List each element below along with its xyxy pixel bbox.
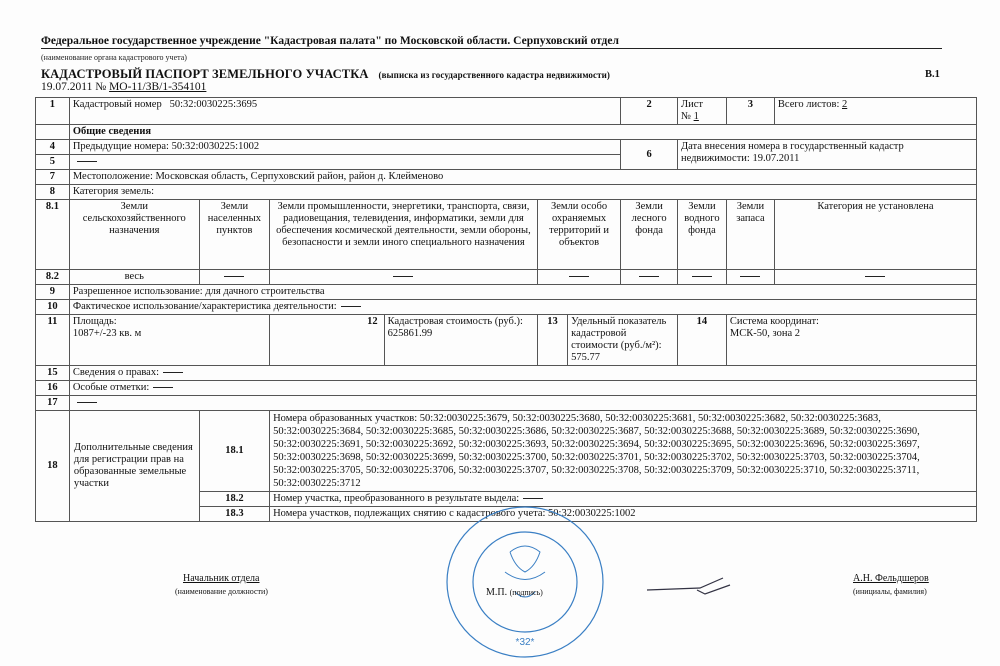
row-17-value	[69, 396, 976, 411]
empty-dash	[77, 402, 97, 403]
document-date: 19.07.2011	[41, 81, 93, 93]
land-category-label: Категория земель:	[69, 185, 976, 200]
row-num: 2	[621, 98, 678, 125]
sheet-value: 1	[693, 111, 699, 122]
empty-dash	[224, 276, 244, 277]
form-code: В.1	[925, 69, 940, 80]
rights-label: Сведения о правах:	[72, 367, 159, 378]
empty-dash	[393, 276, 413, 277]
number-sign: №	[95, 81, 107, 93]
actual-use-label: Фактическое использование/характеристика деятельности:	[72, 301, 337, 312]
row-num: 13	[537, 315, 567, 366]
area-value: 1087+/-23 кв. м	[72, 328, 142, 339]
category-reserve: Земли запаса	[726, 200, 774, 270]
signatory-name-caption: (инициалы, фамилия)	[853, 587, 927, 596]
handwritten-signature	[645, 570, 745, 600]
cadastral-number-value: 50:32:0030225:3695	[169, 99, 258, 110]
signatory-position: Начальник отдела	[183, 573, 260, 584]
registration-date: Дата внесения номера в государственный кадастр недвижимости: 19.07.2011	[677, 140, 976, 170]
cadastral-value-label: Кадастровая стоимость (руб.):	[387, 316, 523, 327]
category-settlements: Земли населенных пунктов	[199, 200, 269, 270]
category-not-set: Категория не установлена	[774, 200, 976, 270]
coordinate-system-value: МСК-50, зона 2	[729, 328, 800, 339]
row-1	[36, 98, 977, 125]
empty-dash	[639, 276, 659, 277]
organization-name: Федеральное государственное учреждение "Кадастровая палата" по Московской области. Серпуховский отдел	[41, 35, 942, 49]
empty-dash	[692, 276, 712, 277]
passport-table	[35, 97, 977, 522]
row-num: 5	[36, 155, 70, 170]
total-sheets-label: Всего листов:	[777, 99, 840, 110]
row-num: 17	[36, 396, 70, 411]
category-protected: Земли особо охраняемых территорий и объектов	[537, 200, 620, 270]
title-subtitle: (выписка из государственного кадастра недвижимости)	[378, 70, 611, 80]
total-sheets-cell	[774, 98, 976, 125]
area-label: Площадь:	[72, 316, 117, 327]
value-forest	[621, 270, 678, 285]
seal-label: М.П.	[486, 587, 508, 598]
value-settlements	[199, 270, 269, 285]
row-8	[36, 185, 977, 200]
value-not-set	[774, 270, 976, 285]
row-num: 18.3	[199, 507, 269, 522]
row-4	[36, 140, 977, 155]
row-16	[36, 381, 977, 396]
value-protected	[537, 270, 620, 285]
sheet-label: Лист №	[680, 99, 703, 122]
row-num: 6	[621, 140, 678, 170]
row-9	[36, 285, 977, 300]
cadastral-value: 625861.99	[387, 328, 433, 339]
category-water: Земли водного фонда	[677, 200, 726, 270]
row-num: 4	[36, 140, 70, 155]
coordinate-system-cell	[726, 315, 976, 366]
organization-caption: (наименование органа кадастрового учета)	[41, 53, 187, 62]
row-15	[36, 366, 977, 381]
empty-dash	[77, 161, 97, 162]
empty-dash	[341, 306, 361, 307]
unit-value: 575.77	[571, 352, 600, 363]
row-num: 1	[36, 98, 70, 125]
empty-dash	[523, 498, 543, 499]
unit-value-cell	[568, 315, 678, 366]
row-num: 8.2	[36, 270, 70, 285]
sheet-number-cell	[677, 98, 726, 125]
row-general	[36, 125, 977, 140]
empty-dash	[865, 276, 885, 277]
row-num: 16	[36, 381, 70, 396]
location: Местоположение: Московская область, Серпуховский район, район д. Клейменово	[69, 170, 976, 185]
seal-caption: (подпись)	[509, 588, 543, 597]
official-stamp	[440, 502, 610, 662]
row-num: 8	[36, 185, 70, 200]
document-title	[41, 67, 610, 82]
empty-dash	[163, 372, 183, 373]
stamp-number: *32*	[515, 637, 535, 648]
permitted-use: Разрешенное использование: для дачного строительства	[69, 285, 976, 300]
cadastral-value-cell	[384, 315, 537, 366]
row-num: 10	[36, 300, 70, 315]
cadastral-number-cell	[69, 98, 620, 125]
row-17	[36, 396, 977, 411]
special-notes-label: Особые отметки:	[72, 382, 150, 393]
unit-value-label: Удельный показатель кадастровой стоимости (руб./м²):	[571, 316, 667, 351]
actual-use	[69, 300, 976, 315]
stamp-outer-ring	[447, 507, 603, 657]
transformed-parcel	[270, 492, 977, 507]
signatory-position-caption: (наименование должности)	[175, 587, 268, 596]
formed-parcels: Номера образованных участков: 50:32:0030225:3679, 50:32:0030225:3680, 50:32:0030225:3681, 50:32:0030225:3682, 50:32:0030225:3683, 50:32:0030225:3684, 50:32:0030225:3685, 50:32:0030225:3686, 50:32:0030225:3687, 50:32:0030225:3688, 50:32:0030225:3689, 50:32:0030225:3690, 50:32:0030225:3691, 50:32:0030225:3692, 50:32:0030225:3693, 50:32:0030225:3694, 50:32:0030225:3695, 50:32:0030225:3696, 50:32:0030225:3697, 50:32:0030225:3698, 50:32:0030225:3699, 50:32:0030225:3700, 50:32:0030225:3701, 50:32:0030225:3702, 50:32:0030225:3703, 50:32:0030225:3704, 50:32:0030225:3705, 50:32:0030225:3706, 50:32:0030225:3707, 50:32:0030225:3708, 50:32:0030225:3709, 50:32:0030225:3710, 50:32:0030225:3711, 50:32:0030225:3712	[270, 411, 977, 492]
row-8-2	[36, 270, 977, 285]
area-cell	[69, 315, 269, 366]
document-date-number	[41, 81, 206, 93]
row-num: 3	[726, 98, 774, 125]
total-sheets-value: 2	[842, 99, 848, 110]
row-8-1	[36, 200, 977, 270]
empty-dash	[569, 276, 589, 277]
value-water	[677, 270, 726, 285]
coordinate-system-label: Система координат:	[729, 316, 819, 327]
row-num: 9	[36, 285, 70, 300]
row-num: 14	[677, 315, 726, 366]
special-notes	[69, 381, 976, 396]
rights-info	[69, 366, 976, 381]
additional-info-label: Дополнительные сведения для регистрации прав на образованные земельные участки	[69, 411, 199, 522]
row-7	[36, 170, 977, 185]
category-industry: Земли промышленности, энергетики, транспорта, связи, радиовещания, телевидения, информатики, земли для обеспечения космической деятельности, земли обороны, безопасности и земли иного специального назначения	[270, 200, 538, 270]
category-agricultural: Земли сельскохозяйственного назначения	[69, 200, 199, 270]
parcels-to-remove: Номера участков, подлежащих снятию с кадастрового учета: 50:32:0030225:1002	[270, 507, 977, 522]
stamp-inner-ring	[473, 532, 577, 632]
row-num: 8.1	[36, 200, 70, 270]
value-industry	[270, 270, 538, 285]
general-info-heading: Общие сведения	[69, 125, 976, 140]
row-num: 18.1	[199, 411, 269, 492]
row-num: 7	[36, 170, 70, 185]
value-agricultural: весь	[69, 270, 199, 285]
transformed-parcel-label: Номер участка, преобразованного в результате выдела:	[273, 493, 520, 504]
row-10	[36, 300, 977, 315]
row-num: 12	[270, 315, 385, 366]
row-num: 11	[36, 315, 70, 366]
value-reserve	[726, 270, 774, 285]
signatory-name: А.Н. Фельдшеров	[853, 573, 929, 584]
category-forest: Земли лесного фонда	[621, 200, 678, 270]
title-main: КАДАСТРОВЫЙ ПАСПОРТ ЗЕМЕЛЬНОГО УЧАСТКА	[41, 67, 369, 81]
row-num: 18	[36, 411, 70, 522]
cadastral-number-label: Кадастровый номер	[72, 99, 162, 110]
document-number: МО-11/ЗВ/1-354101	[109, 81, 207, 93]
row-11-14	[36, 315, 977, 366]
row-5-value	[69, 155, 620, 170]
previous-numbers: Предыдущие номера: 50:32:0030225:1002	[69, 140, 620, 155]
empty-dash	[153, 387, 173, 388]
seal-place	[486, 587, 543, 598]
empty-dash	[740, 276, 760, 277]
row-18-1	[36, 411, 977, 492]
row-num: 15	[36, 366, 70, 381]
row-num: 18.2	[199, 492, 269, 507]
